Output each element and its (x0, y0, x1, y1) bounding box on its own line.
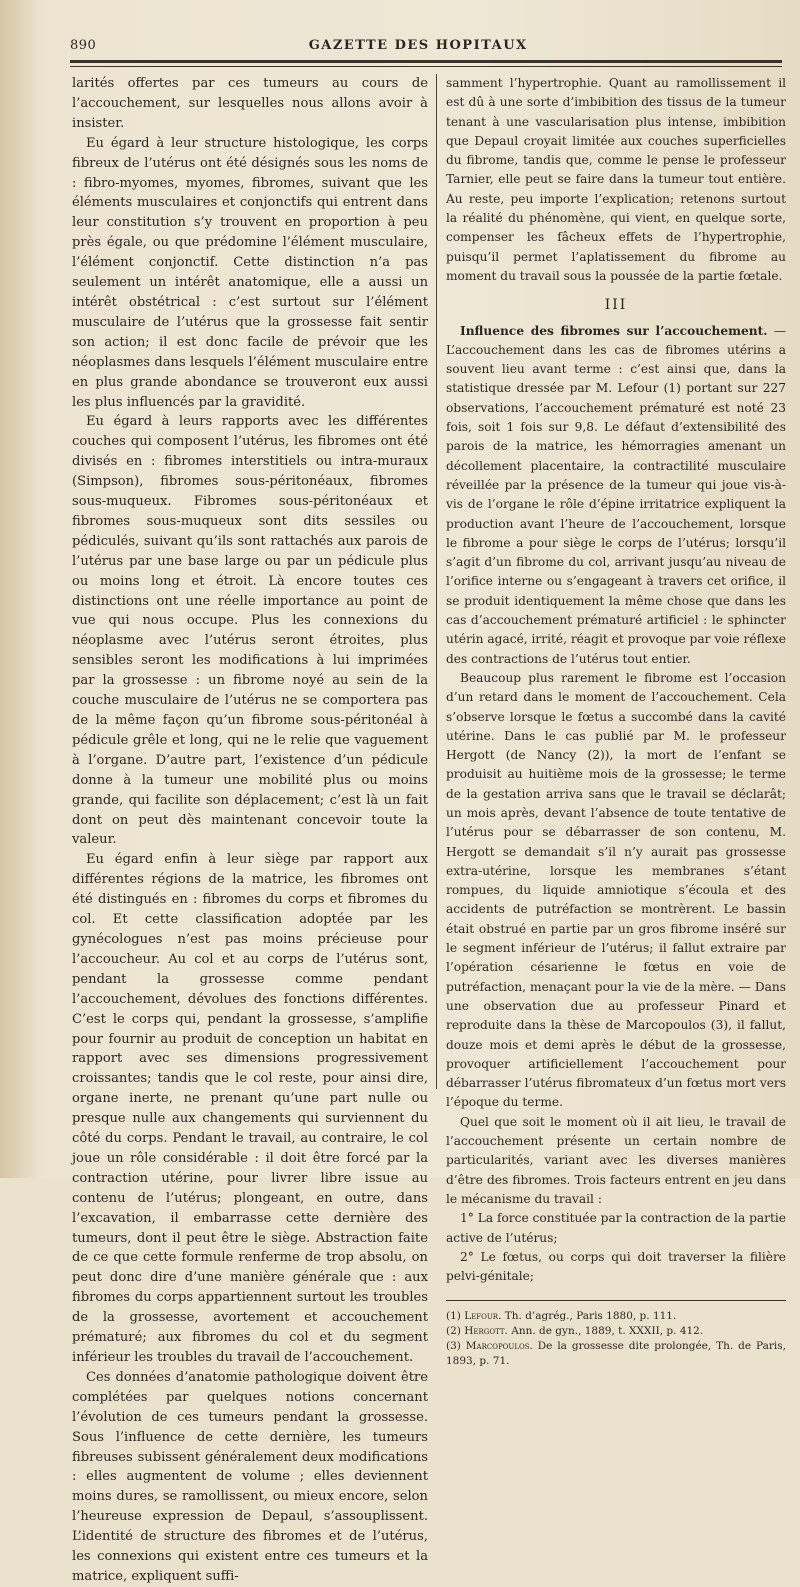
paragraph: larités offertes par ces tumeurs au cours de l’accouchement, sur lesquelles nous allons avoir à insister. (72, 76, 428, 131)
paragraph: Beaucoup plus rarement le fibrome est l’occasion d’un retard dans le moment de l’accouchement. Cela s’observe lorsque le fœtus a succombé dans la cavité utérine. Dans le cas publié par M. le professeur Hergott (de Nancy (2)), la mort de l’enfant se produisit au huitième mois de la grossesse; le terme de la gestation arriva sans que le travail se déclarât; un mois après, devant l’absence de toute tentative de l’utérus pour se débarrasser de son contenu, M. Hergott se demandait s’il n’y aurait pas grossesse extra-utérine, lorsque les membranes s’étant rompues, du liquide amniotique s’écoula et des accidents de putréfaction se montrèrent. Le bassin était obstrué en partie par un gros fibrome inséré sur le segment inférieur de l’utérus; il fallut extraire par l’opération césarienne le fœtus en voie de putréfaction, menaçant pour la vie de la mère. — Dans une observation due au professeur Pinard et reproduite dans la thèse de Marcopoulos (3), il fallut, douze mois et demi après le début de la grossesse, provoquer artificiellement l’accouchement pour débarrasser l’utérus fibromateux d’un fœtus mort vers l’époque du terme. (446, 670, 786, 1110)
page-number: 890 (70, 37, 97, 53)
paragraph: Eu égard à leur structure histologique, les corps fibreux de l’utérus ont été désignés sous les noms de : fibro-myomes, myomes, fibromes, suivant que les éléments musculaires et conjonctifs qui entrent dans leur constitution s’y trouvent en proportion à peu près égale, ou que prédomine l’élément musculaire, l’élément conjonctif. Cette distinction n’a pas seulement un intérêt anatomique, elle a aussi un intérêt obstétrical : c’est surtout sur l’élément musculaire de l’utérus que la grossesse fait sentir son action; il est donc facile de prévoir que les néoplasmes dans lesquels l’élément musculaire entre en plus grande abondance se trouveront eux aussi les plus influencés par la gravidité. (72, 135, 428, 410)
footnote-rule (446, 1300, 786, 1301)
header-rule-thin (70, 66, 782, 67)
footnote-text: Ann. de gyn., 1889, t. XXXII, p. 412. (511, 1325, 704, 1338)
paragraph: Quel que soit le moment où il ait lieu, le travail de l’accouchement présente un certain nombre de particularités, variant avec les diverses manières d’être des fibromes. Trois facteurs entrent en jeu dans le mécanisme du travail : (446, 1114, 786, 1206)
footnote (446, 1309, 786, 1324)
paragraph: Eu égard à leurs rapports avec les différentes couches qui composent l’utérus, les fibromes ont été divisés en : fibromes interstitiels ou intra-muraux (Simpson), fibromes sous-péritonéaux, fibromes sous-muqueux. Fibromes sous-péritonéaux et fibromes sous-muqueux sont dits sessiles ou pédiculés, suivant qu’ils sont rattachés aux parois de l’utérus par une base large ou par un pédicule plus ou moins long et étroit. Là encore toutes ces distinctions ont une réelle importance au point de vue qui nous occupe. Plus les connexions du néoplasme avec l’utérus seront étroites, plus sensibles seront les modifications à lui imprimées par la grossesse : un fibrome noyé au sein de la couche musculaire de l’utérus ne se comportera pas de la même façon qu’un fibrome sous-péritonéal à pédicule grêle et long, qui ne le relie que vaguement à l’organe. D’autre part, l’existence d’un pédicule donne à la tumeur une mobilité plus ou moins grande, qui facilite son déplacement; c’est là un fait dont on peut dès maintenant concevoir toute la valeur. (72, 414, 428, 848)
footnote (446, 1339, 786, 1369)
footnote-mark: (2) (446, 1325, 461, 1338)
footnote-text: Th. d’agrég., Paris 1880, p. 111. (504, 1310, 677, 1323)
paragraph: Eu égard enfin à leur siège par rapport aux différentes régions de la matrice, les fibromes ont été distingués en : fibromes du corps et fibromes du col. Et cette classification adoptée par les gynécologues n’est pas moins précieuse pour l’accoucheur. Au col et au corps de l’utérus sont, pendant la grossesse comme pendant l’accouchement, dévolues des fonctions différentes. C’est le corps qui, pendant la grossesse, s’amplifie pour fournir au produit de conception un habitat en rapport avec ses dimensions progressivement croissantes; tandis que le col reste, pour ainsi dire, organe inerte, ne prenant qu’une part nulle ou presque nulle aux changements qui surviennent du côté du corps. Pendant le travail, au contraire, le col joue un rôle considérable : il doit être forcé par la contraction utérine, pour livrer libre issue au contenu de l’utérus; plongeant, en outre, dans l’excavation, il embarrasse cette dernière des tumeurs, dont il peut être le siège. Abstraction faite de ce que cette formule renferme de trop absolu, on peut donc dire d’une manière générale que : aux fibromes du corps appartiennent surtout les troubles de la grossesse, avortement et accouchement prématuré; aux fibromes du col et du segment inférieur les troubles du travail de l’accouchement. (72, 852, 428, 1365)
section-heading: Influence des fibromes sur l’accouchement. (460, 323, 768, 338)
page-edge-stain (0, 0, 40, 1178)
paragraph: 1° La force constituée par la contraction de la partie active de l’utérus; (446, 1211, 786, 1245)
section-number: III (604, 297, 628, 314)
paragraph: 2° Le fœtus, ou corps qui doit traverser la filière pelvi-génitale; (446, 1249, 786, 1284)
right-column (446, 74, 786, 1369)
footnote (446, 1324, 786, 1339)
footnote-text: De la grossesse dite prolongée, Th. de Paris, 1893, p. 71. (446, 1340, 786, 1368)
footnote-author: Marcopoulos. (465, 1340, 533, 1353)
left-column (72, 74, 428, 1587)
running-title: GAZETTE DES HOPITAUX (308, 37, 528, 53)
header-rule-thick (70, 60, 782, 63)
section-paragraph (446, 322, 786, 669)
section-text: — L’accouchement dans les cas de fibromes utérins a souvent lieu avant terme : c’est ainsi que, dans la statistique dressée par M. Lefour (1) portant sur 227 observations, l’accouchement prématuré est noté 23 fois, soit 1 fois sur 9,8. Le défaut d’extensibilité des parois de la matrice, les hémorragies amenant un décollement placentaire, la contractilité musculaire réveillée par la présence de la tumeur qui joue vis-à-vis de l’organe le rôle d’épine irritatrice expliquent la production avant l’heure de l’accouchement, lorsque le fibrome a pour siège le corps de l’utérus; lorsqu’il s’agit d’un fibrome du col, arrivant jusqu’au niveau de l’orifice interne ou s’engageant à travers cet orifice, il se produit identiquement la même chose que dans les cas d’accouchement prématuré artificiel : le sphincter utérin agacé, irrité, réagit et provoque par voie réflexe des contractions de l’utérus tout entier. (446, 323, 787, 666)
footnote-author: Hergott. (464, 1325, 508, 1338)
footnote-mark: (1) (446, 1310, 461, 1323)
page-header (70, 34, 780, 56)
paragraph: samment l’hypertrophie. Quant au ramollissement il est dû à une sorte d’imbibition des tissus de la tumeur tenant à une vascularisation plus intense, imbibition que Depaul croyait limitée aux couches superficielles du fibrome, tandis que, comme le pense le professeur Tarnier, elle peut se faire dans la tumeur tout entière. Au reste, peu importe l’explication; retenons surtout la réalité du phénomène, qui vient, en quelque sorte, compenser les fâcheux effets de l’hypertrophie, puisqu’il permet l’aplatissement du fibrome au moment du travail sous la poussée de la partie fœtale. (446, 76, 786, 283)
column-divider (436, 74, 437, 1089)
footnote-mark: (3) (446, 1340, 461, 1353)
footnote-author: Lefour. (464, 1310, 502, 1323)
paragraph: Ces données d’anatomie pathologique doivent être complétées par quelques notions concernant l’évolution de ces tumeurs pendant la grossesse. Sous l’influence de cette dernière, les tumeurs fibreuses subissent généralement deux modifications : elles augmentent de volume ; elles deviennent moins dures, se ramollissent, ou mieux encore, selon l’heureuse expression de Depaul, s’assouplissent. L’identité de structure des fibromes et de l’utérus, les connexions qui existent entre ces tumeurs et la matrice, expliquent suffi- (72, 1369, 428, 1584)
